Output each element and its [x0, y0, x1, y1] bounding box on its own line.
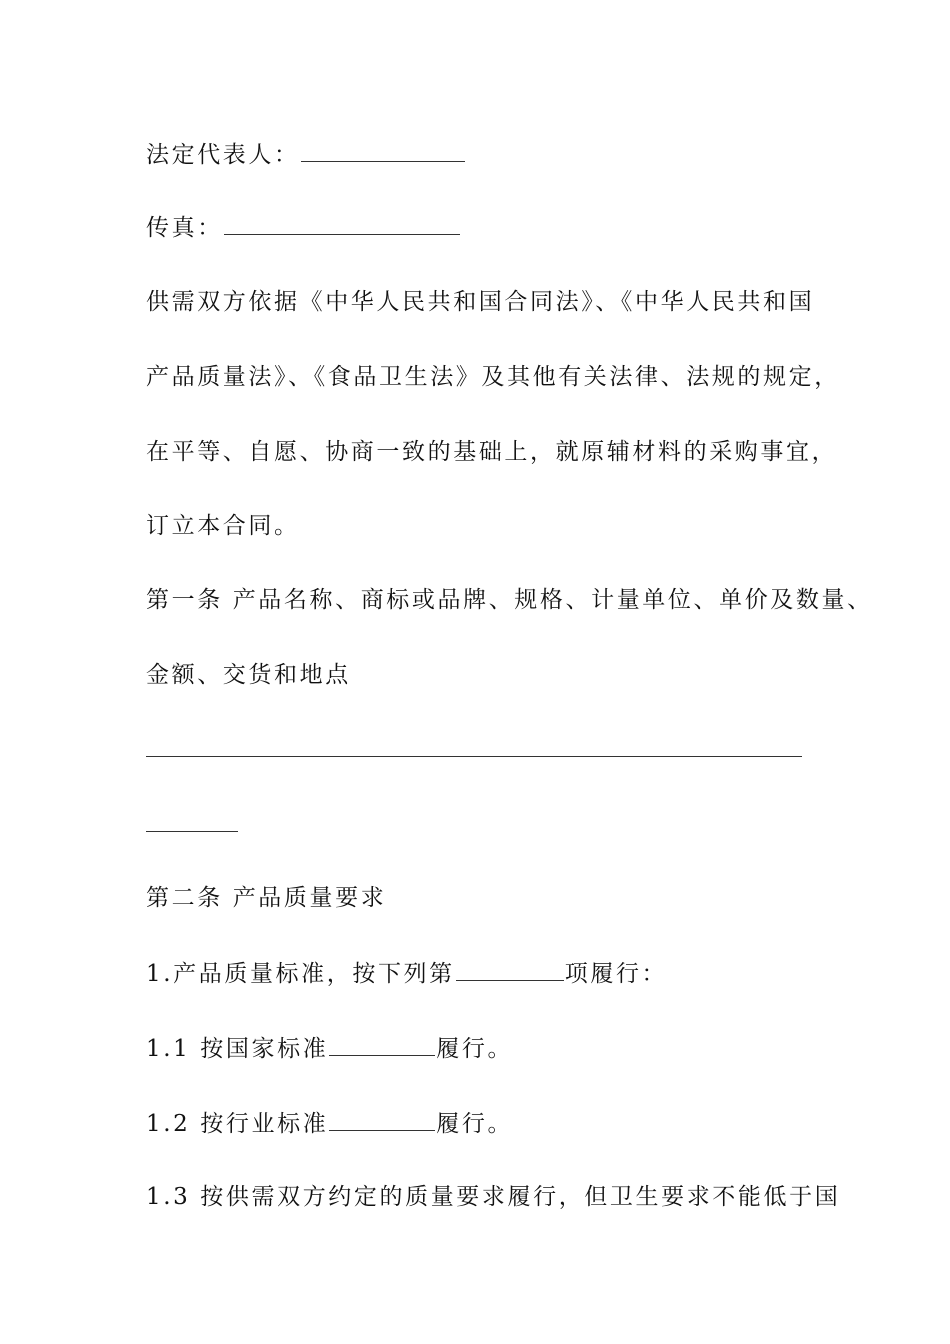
national-standard-blank[interactable]: [329, 1033, 435, 1056]
national-standard-line: [146, 1033, 513, 1064]
national-standard-text: 1.1 按国家标准: [146, 1036, 329, 1062]
industry-standard-suffix: 履行。: [436, 1111, 514, 1137]
paragraph-line-4: 订立本合同。: [146, 513, 300, 539]
article-two-title: 第二条 产品质量要求: [146, 885, 387, 911]
article-one-fill-line-1[interactable]: [146, 756, 802, 757]
fax-blank[interactable]: [224, 212, 460, 235]
article-one-title: 第一条 产品名称、商标或品牌、规格、计量单位、单价及数量、: [146, 587, 873, 613]
fax-label: 传真：: [146, 215, 223, 241]
industry-standard-blank[interactable]: [329, 1108, 435, 1131]
national-standard-suffix: 履行。: [436, 1036, 514, 1062]
industry-standard-line: [146, 1108, 513, 1139]
fax-line: [146, 212, 461, 243]
article-one-fill-line-2[interactable]: [146, 831, 238, 832]
quality-standard-text: 1.产品质量标准，按下列第: [146, 961, 455, 987]
legal-representative-label: 法定代表人：: [146, 142, 300, 168]
legal-representative-blank[interactable]: [301, 139, 465, 162]
agreed-requirement-line: 1.3 按供需双方约定的质量要求履行，但卫生要求不能低于国: [146, 1184, 841, 1210]
quality-standard-line: [146, 958, 667, 989]
paragraph-line-3: 在平等、自愿、协商一致的基础上，就原辅材料的采购事宜，: [146, 439, 838, 465]
legal-representative-line: [146, 139, 466, 170]
article-one-title-cont: 金额、交货和地点: [146, 662, 351, 688]
paragraph-line-1: 供需双方依据《中华人民共和国合同法》、《中华人民共和国: [146, 289, 815, 315]
quality-standard-suffix: 项履行：: [564, 961, 668, 987]
paragraph-line-2: 产品质量法》、《食品卫生法》及其他有关法律、法规的规定，: [146, 364, 840, 390]
quality-standard-item-blank[interactable]: [456, 958, 564, 981]
industry-standard-text: 1.2 按行业标准: [146, 1111, 329, 1137]
